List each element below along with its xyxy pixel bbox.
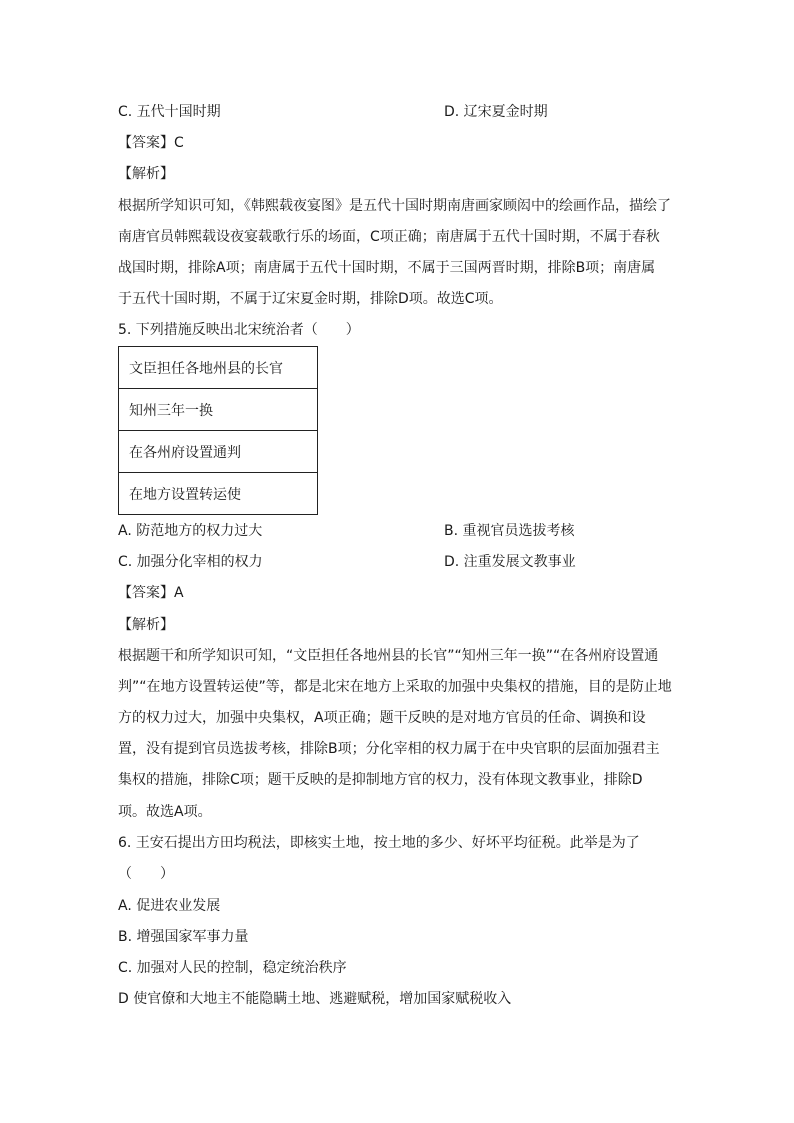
q5-analysis-line-2: 判”“在地方设置转运使”等，都是北宋在地方上采取的加强中央集权的措施，目的是防止地 — [118, 679, 672, 695]
q6-bracket: （ ） — [118, 866, 174, 882]
q5-analysis-line-6: 项。故选A项。 — [118, 804, 212, 820]
table-row — [119, 347, 318, 389]
table-cell: 在各州府设置通判 — [119, 431, 318, 473]
q6-option-b: B. 增强国家军事力量 — [118, 929, 249, 945]
q5-analysis-line-5: 集权的措施，排除C项；题干反映的是抑制地方官的权力，没有体现文教事业，排除D — [118, 772, 643, 788]
q5-option-b: B. 重视官员选拔考核 — [444, 523, 575, 539]
q5-analysis-label: 【解析】 — [118, 617, 174, 633]
q6-option-c: C. 加强对人民的控制，稳定统治秩序 — [118, 960, 347, 976]
q5-analysis-line-3: 方的权力过大，加强中央集权，A项正确；题干反映的是对地方官员的任命、调换和设 — [118, 710, 646, 726]
q5-answer: 【答案】A — [118, 585, 184, 601]
q5-option-d: D. 注重发展文教事业 — [444, 554, 576, 570]
q5-option-a: A. 防范地方的权力过大 — [118, 523, 263, 539]
table-row — [119, 431, 318, 473]
q6-option-a: A. 促进农业发展 — [118, 898, 221, 914]
q4-option-c: C. 五代十国时期 — [118, 104, 221, 120]
q5-stem: 5. 下列措施反映出北宋统治者（ ） — [118, 322, 360, 338]
table-row — [119, 473, 318, 515]
table-cell: 在地方设置转运使 — [119, 473, 318, 515]
q6-option-d: D 使官僚和大地主不能隐瞒土地、逃避赋税，增加国家赋税收入 — [118, 991, 512, 1007]
q5-measures-table — [118, 346, 318, 515]
q4-answer: 【答案】C — [118, 135, 184, 151]
q5-analysis-line-4: 置，没有提到官员选拔考核，排除B项；分化宰相的权力属于在中央官职的层面加强君主 — [118, 741, 660, 757]
q4-analysis-line-1: 根据所学知识可知，《韩熙载夜宴图》是五代十国时期南唐画家顾闳中的绘画作品，描绘了 — [118, 198, 671, 214]
q4-analysis-label: 【解析】 — [118, 166, 174, 182]
table-row — [119, 389, 318, 431]
table-cell: 文臣担任各地州县的长官 — [119, 347, 318, 389]
q4-analysis-line-2: 南唐官员韩熙载设夜宴载歌行乐的场面，C项正确；南唐属于五代十国时期，不属于春秋 — [118, 229, 660, 245]
q4-analysis-line-3: 战国时期，排除A项；南唐属于五代十国时期，不属于三国两晋时期，排除B项；南唐属 — [118, 260, 656, 276]
q6-stem: 6. 王安石提出方田均税法，即核实土地，按土地的多少、好坏平均征税。此举是为了 — [118, 835, 640, 851]
q5-option-c: C. 加强分化宰相的权力 — [118, 554, 263, 570]
q4-option-d: D. 辽宋夏金时期 — [444, 104, 548, 120]
q5-analysis-line-1: 根据题干和所学知识可知，“文臣担任各地州县的长官”“知州三年一换”“在各州府设置通 — [118, 648, 659, 664]
table-cell: 知州三年一换 — [119, 389, 318, 431]
q4-analysis-line-4: 于五代十国时期，不属于辽宋夏金时期，排除D项。故选C项。 — [118, 291, 503, 307]
